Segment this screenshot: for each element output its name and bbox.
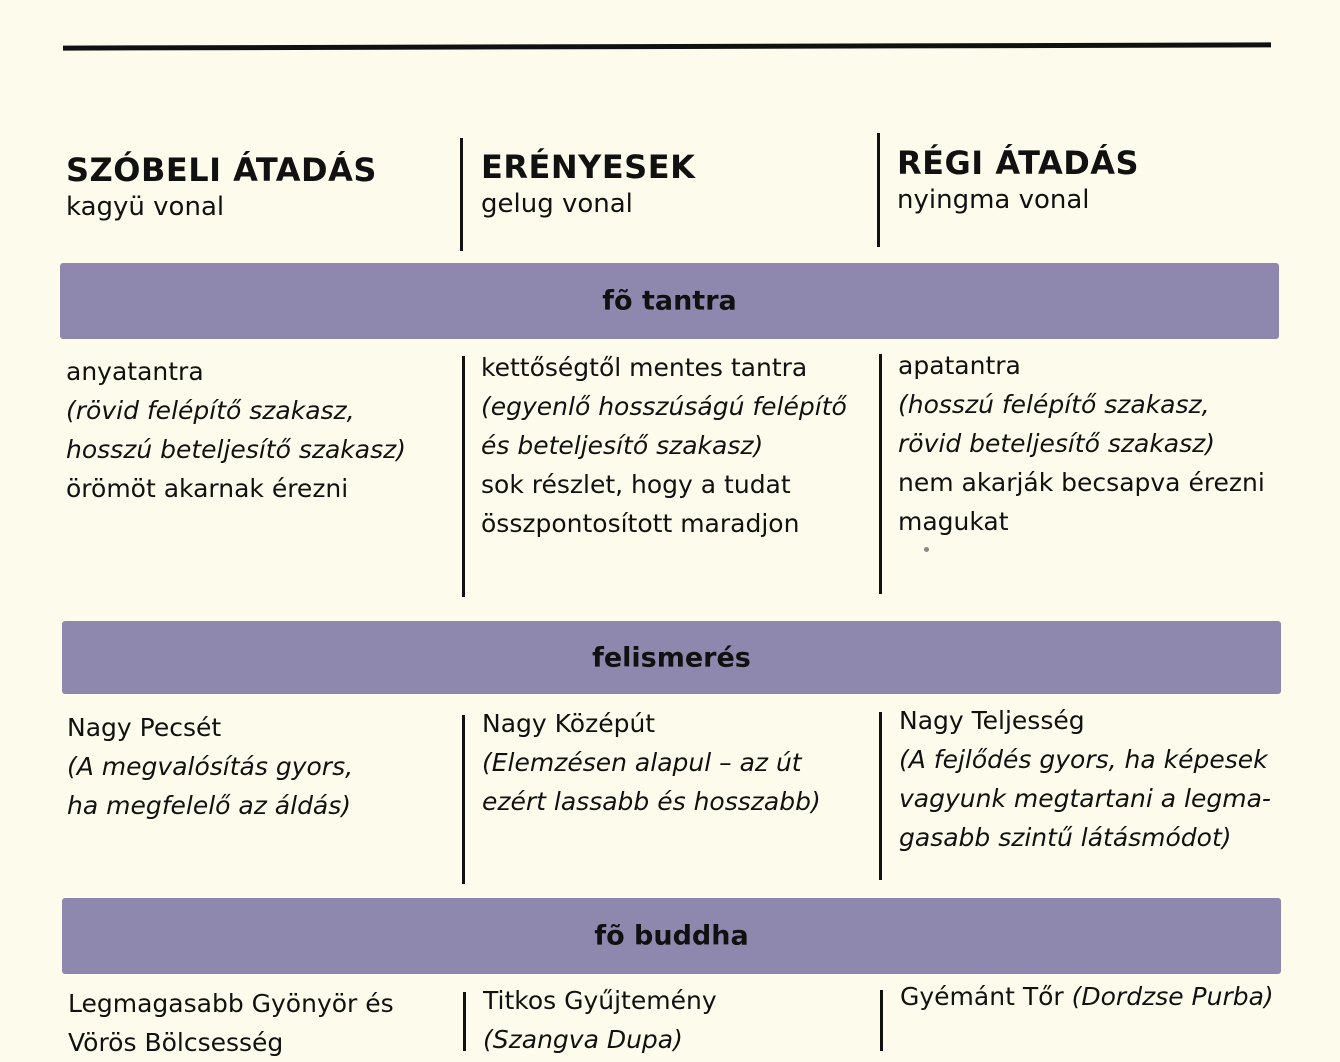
column-divider	[877, 133, 880, 247]
cell-line: (Szangva Dupa)	[483, 1025, 683, 1054]
cell-line: (A megvalósítás gyors,	[67, 752, 354, 781]
cell-line: (Elemzésen alapul – az út	[482, 748, 802, 777]
cell-kagyu-main-buddha	[68, 984, 394, 1062]
cell-line: Nagy Teljesség	[899, 706, 1085, 735]
cell-kagyu-main-tantra	[66, 352, 406, 508]
cell-line: ezért lassabb és hosszabb)	[482, 787, 821, 816]
section-band-recognition	[62, 621, 1281, 694]
cell-line: ha megfelelő az áldás)	[67, 791, 352, 820]
section-band-label: felismerés	[592, 642, 751, 673]
cell-kagyu-recognition	[67, 708, 353, 825]
cell-line: gasabb szintű látásmódot)	[899, 823, 1232, 852]
cell-line: anyatantra	[66, 357, 204, 386]
column-divider	[460, 138, 463, 251]
column-title: SZÓBELI ÁTADÁS	[66, 151, 377, 189]
cell-line: Vörös Bölcsesség	[68, 1028, 284, 1057]
cell-line: (hosszú felépítő szakasz,	[898, 390, 1210, 419]
cell-line: (rövid felépítő szakasz,	[66, 396, 355, 425]
cell-line: Nagy Középút	[482, 709, 656, 738]
cell-line: Legmagasabb Gyönyör és	[68, 989, 394, 1018]
cell-line: sok részlet, hogy a tudat	[481, 470, 791, 499]
cell-line: rövid beteljesítő szakasz)	[898, 429, 1216, 458]
section-band-main-buddha	[62, 898, 1281, 974]
column-divider	[463, 992, 466, 1051]
section-band-main-tantra	[60, 263, 1279, 339]
top-rule	[63, 42, 1271, 50]
cell-gelug-main-tantra	[481, 348, 847, 543]
cell-line: kettőségtől mentes tantra	[481, 353, 808, 382]
column-subtitle: nyingma vonal	[897, 185, 1090, 215]
section-band-label: fõ tantra	[602, 285, 737, 317]
cell-gelug-main-buddha	[483, 981, 717, 1059]
cell-line: apatantra	[898, 351, 1021, 380]
column-divider	[462, 356, 465, 597]
cell-line: nem akarják becsapva érezni	[898, 468, 1265, 497]
cell-line: hosszú beteljesítő szakasz)	[66, 435, 406, 464]
column-divider	[879, 354, 882, 594]
cell-line: Titkos Gyűjtemény	[483, 986, 717, 1015]
column-divider	[462, 715, 465, 884]
cell-line: összpontosított maradjon	[481, 509, 800, 538]
cell-line: vagyunk megtartani a legma-	[899, 784, 1271, 813]
column-subtitle: kagyü vonal	[66, 192, 225, 222]
section-band-label: fõ buddha	[594, 920, 749, 952]
cell-gelug-recognition	[482, 704, 821, 821]
cell-line: (A fejlődés gyors, ha képesek	[899, 745, 1268, 774]
speck	[924, 547, 929, 552]
cell-nyingma-main-buddha	[900, 977, 1274, 1016]
column-divider	[879, 712, 882, 880]
cell-line: magukat	[898, 507, 1009, 536]
cell-nyingma-main-tantra	[898, 346, 1265, 541]
cell-line: Gyémánt Tőr	[900, 982, 1064, 1011]
cell-line: örömöt akarnak érezni	[66, 474, 349, 503]
cell-line: (Dordzse Purba)	[1071, 982, 1274, 1011]
column-header-1	[66, 150, 377, 224]
column-title: ERÉNYESEK	[481, 148, 696, 186]
column-divider	[880, 990, 883, 1051]
cell-line: Nagy Pecsét	[67, 713, 222, 742]
column-header-3	[897, 143, 1139, 217]
column-title: RÉGI ÁTADÁS	[897, 144, 1140, 182]
column-subtitle: gelug vonal	[481, 189, 633, 219]
cell-line: és beteljesítő szakasz)	[481, 431, 764, 460]
cell-line: (egyenlő hosszúságú felépítő	[481, 392, 847, 421]
cell-nyingma-recognition	[899, 701, 1271, 857]
column-header-2	[481, 147, 695, 221]
